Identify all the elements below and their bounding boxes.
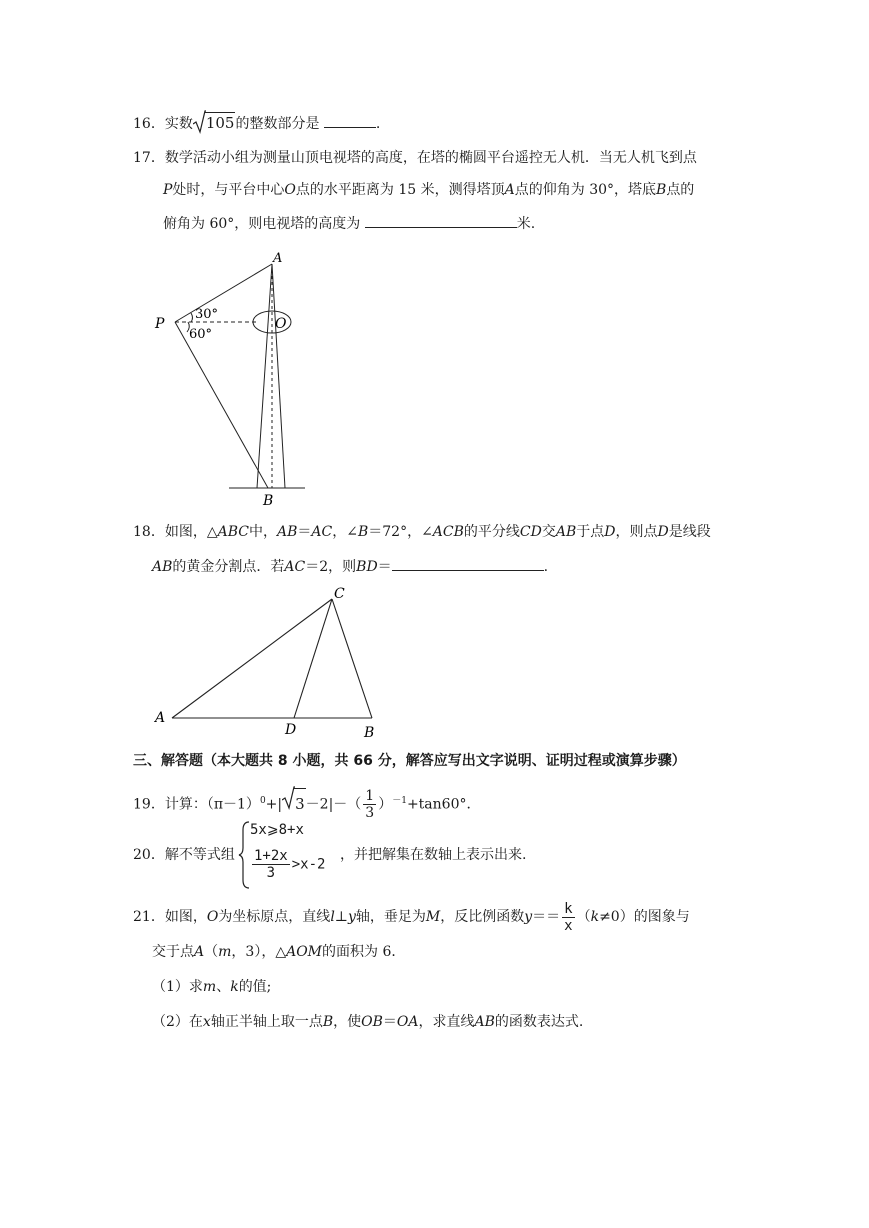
label-p: P — [155, 316, 165, 332]
q21-number: 21． — [133, 909, 165, 925]
fraction-one-third — [363, 788, 376, 821]
label-b: B — [263, 493, 274, 509]
question-17-line2 — [163, 180, 694, 200]
q21-t6: y — [347, 909, 356, 925]
q18-t17: ，则点 — [615, 524, 658, 540]
q21-t4: l — [330, 909, 335, 925]
angle-arc-30 — [191, 313, 193, 322]
q18-t15: 于点 — [576, 524, 605, 540]
q17-var-b: B — [656, 182, 667, 198]
q21-p1-t4: k — [230, 979, 239, 995]
label-a: A — [273, 251, 283, 266]
q18-t19: 是线段 — [668, 524, 711, 540]
q18-t10: ACB — [432, 524, 464, 540]
q21-t16: A — [194, 944, 205, 960]
q21-t8: M — [425, 909, 441, 925]
q21-t15: 交于点 — [152, 944, 194, 960]
q17-text-3b: 米. — [516, 216, 536, 232]
side-ac — [172, 599, 332, 718]
left-brace-icon — [238, 820, 250, 890]
q21-p2-t4: B — [322, 1014, 334, 1030]
sqrt-3 — [282, 788, 306, 820]
q21-p2-t6: OB — [361, 1014, 383, 1030]
q18-t25: ＝ — [377, 559, 392, 575]
q18-t22: AC — [284, 559, 306, 575]
q20-rhs: >x-2 — [291, 856, 326, 873]
q18-t11: 的平分线 — [463, 524, 520, 540]
question-21-line1 — [133, 900, 690, 934]
label-d: D — [285, 722, 297, 738]
q21-t21: 的面积为 6． — [322, 944, 406, 960]
tower-left-edge — [257, 264, 272, 488]
q21-t14: ≠0）的图象与 — [599, 909, 690, 925]
question-21-part2 — [152, 1012, 583, 1032]
sqrt-105 — [193, 112, 236, 134]
q21-t18: m — [218, 944, 232, 960]
fraction-k-over-x — [562, 901, 574, 934]
question-21-line2 — [152, 942, 405, 962]
q19-frac-num: 1 — [365, 788, 375, 805]
q21-t3: 为坐标原点，直线 — [218, 909, 331, 925]
q18-t12: CD — [519, 524, 542, 540]
q20-frac-num: 1+2x — [254, 848, 288, 864]
question-17-line3 — [163, 213, 535, 234]
q21-t9: ，反比例函数 — [440, 909, 525, 925]
side-bc — [332, 599, 372, 718]
figure-18-triangle — [145, 582, 390, 742]
question-21-part1 — [152, 977, 271, 997]
label-b: B — [364, 725, 375, 741]
label-o: O — [275, 316, 287, 332]
inequality-row-2 — [250, 848, 325, 881]
q18-t1: 如图，△ — [164, 524, 218, 540]
q18-t13: 交 — [541, 524, 556, 540]
q19-tail: +tan60°． — [406, 796, 481, 813]
q21-t12: （ — [576, 909, 591, 925]
q18-t8: B — [357, 524, 369, 540]
q21-t7: 轴，垂足为 — [355, 909, 426, 925]
q21-p2-t5: ，使 — [333, 1014, 362, 1030]
q21-p2-t3: 轴正半轴上取一点 — [210, 1014, 323, 1030]
question-19 — [133, 786, 481, 821]
figure-17-tower-diagram — [145, 248, 315, 510]
q20-pre: 解不等式组 — [164, 847, 235, 863]
q21-frac-num: k — [564, 900, 573, 917]
q18-t23: ＝2，则 — [305, 559, 357, 575]
tower-right-edge — [272, 264, 285, 488]
q18-number: 18． — [133, 524, 165, 540]
q18-answer-blank[interactable] — [392, 556, 544, 571]
q16-period: . — [375, 116, 381, 132]
q21-t20: AOM — [286, 944, 323, 960]
q21-t13: k — [590, 909, 600, 925]
q19-mid: －2|－（ — [305, 796, 362, 813]
section-3-heading: 三、解答题（本大题共 8 小题，共 66 分，解答应写出文字说明、证明过程或演算步骤） — [133, 753, 686, 769]
q18-t7: ，∠ — [332, 524, 358, 540]
q18-t4: AB — [276, 524, 298, 540]
q16-text-post: 的整数部分是 — [235, 116, 320, 132]
q18-t26: . — [543, 559, 549, 575]
question-20 — [133, 845, 235, 865]
q21-t1: 如图， — [164, 909, 207, 925]
q17-var-p: P — [163, 182, 173, 198]
q21-t19: ，3），△ — [231, 944, 287, 960]
label-angle-60: 60° — [189, 327, 213, 342]
q19-exp-neg1: －1 — [392, 796, 407, 806]
radical-sign-icon — [193, 110, 206, 134]
question-18-line1 — [133, 522, 711, 542]
q20-frac-den: 3 — [266, 865, 276, 881]
q18-t18: D — [657, 524, 669, 540]
q21-t2: O — [206, 909, 219, 925]
q18-t14: AB — [555, 524, 577, 540]
q17-text-2b: 处时，与平台中心 — [172, 182, 285, 198]
q18-t5: ＝ — [297, 524, 312, 540]
q21-p2-t2: x — [202, 1014, 211, 1030]
q19-frac-den: 3 — [365, 805, 375, 822]
q18-t24: BD — [356, 559, 378, 575]
q20-number: 20． — [133, 847, 165, 863]
q21-p2-t1: （2）在 — [152, 1014, 203, 1030]
q19-pre: 计算：（π－1） — [164, 796, 260, 813]
q21-t5: ⊥ — [334, 909, 348, 925]
q21-p1-t2: m — [202, 979, 217, 995]
q17-text-2h: 点的 — [666, 182, 695, 198]
q18-t16: D — [604, 524, 616, 540]
q21-p2-t11: 的函数表达式. — [494, 1014, 584, 1030]
q16-answer-blank[interactable] — [324, 113, 376, 128]
q21-frac-den: x — [564, 917, 573, 934]
q18-t9: ＝72°，∠ — [368, 524, 433, 540]
q21-t10: y — [524, 909, 533, 925]
label-angle-30: 30° — [195, 307, 219, 322]
q18-t3: 中， — [248, 524, 277, 540]
q19-exp-0: 0 — [259, 796, 266, 806]
q21-p2-t10: AB — [474, 1014, 495, 1030]
q21-p2-t9: ，求直线 — [418, 1014, 475, 1030]
q18-t2: ABC — [217, 524, 249, 540]
label-c: C — [334, 586, 345, 602]
q21-p2-t7: ＝ — [382, 1014, 397, 1030]
question-20-post: ，并把解集在数轴上表示出来. — [340, 847, 527, 863]
q17-text-3a: 俯角为 60°，则电视塔的高度为 — [163, 216, 361, 232]
q16-radicand: 105 — [205, 114, 235, 132]
inequality-row-1: 5x⩾8+x — [250, 822, 304, 838]
q17-answer-blank[interactable] — [365, 213, 517, 228]
segment-cd — [294, 599, 332, 718]
q16-number: 16． — [133, 116, 165, 132]
q19-radicand: 3 — [294, 788, 306, 819]
q19-number: 19． — [133, 796, 165, 813]
q19-plus: +| — [265, 796, 283, 813]
q17-number: 17． — [133, 150, 165, 166]
line-pa — [175, 264, 272, 322]
q21-p1-t3: 、 — [216, 979, 231, 995]
q19-close: ） — [378, 796, 393, 813]
question-18-line2 — [152, 556, 548, 577]
q21-t11: ＝＝ — [532, 909, 561, 925]
line-pb — [175, 322, 268, 488]
label-a: A — [155, 710, 166, 726]
q21-t17: （ — [204, 944, 219, 960]
q18-t20: AB — [152, 559, 173, 575]
q21-p2-t8: OA — [396, 1014, 419, 1030]
question-17-line1 — [133, 148, 697, 168]
q18-t21: 的黄金分割点．若 — [172, 559, 285, 575]
q21-p1-t1: （1）求 — [152, 979, 203, 995]
question-16 — [133, 112, 380, 134]
q17-var-a: A — [504, 182, 515, 198]
radical-sign-icon — [282, 786, 295, 810]
q21-p1-t5: 的值; — [238, 979, 272, 995]
q17-text-1: 数学活动小组为测量山顶电视塔的高度，在塔的椭圆平台遥控无人机．当无人机飞到点 — [164, 150, 697, 166]
q18-t6: AC — [311, 524, 333, 540]
q16-text: 实数 — [164, 116, 193, 132]
q17-var-o: O — [284, 182, 296, 198]
q17-text-2d: 点的水平距离为 15 米，测得塔顶 — [295, 182, 505, 198]
q17-text-2f: 点的仰角为 30°，塔底 — [514, 182, 657, 198]
fraction-1-plus-2x-over-3 — [252, 848, 290, 881]
